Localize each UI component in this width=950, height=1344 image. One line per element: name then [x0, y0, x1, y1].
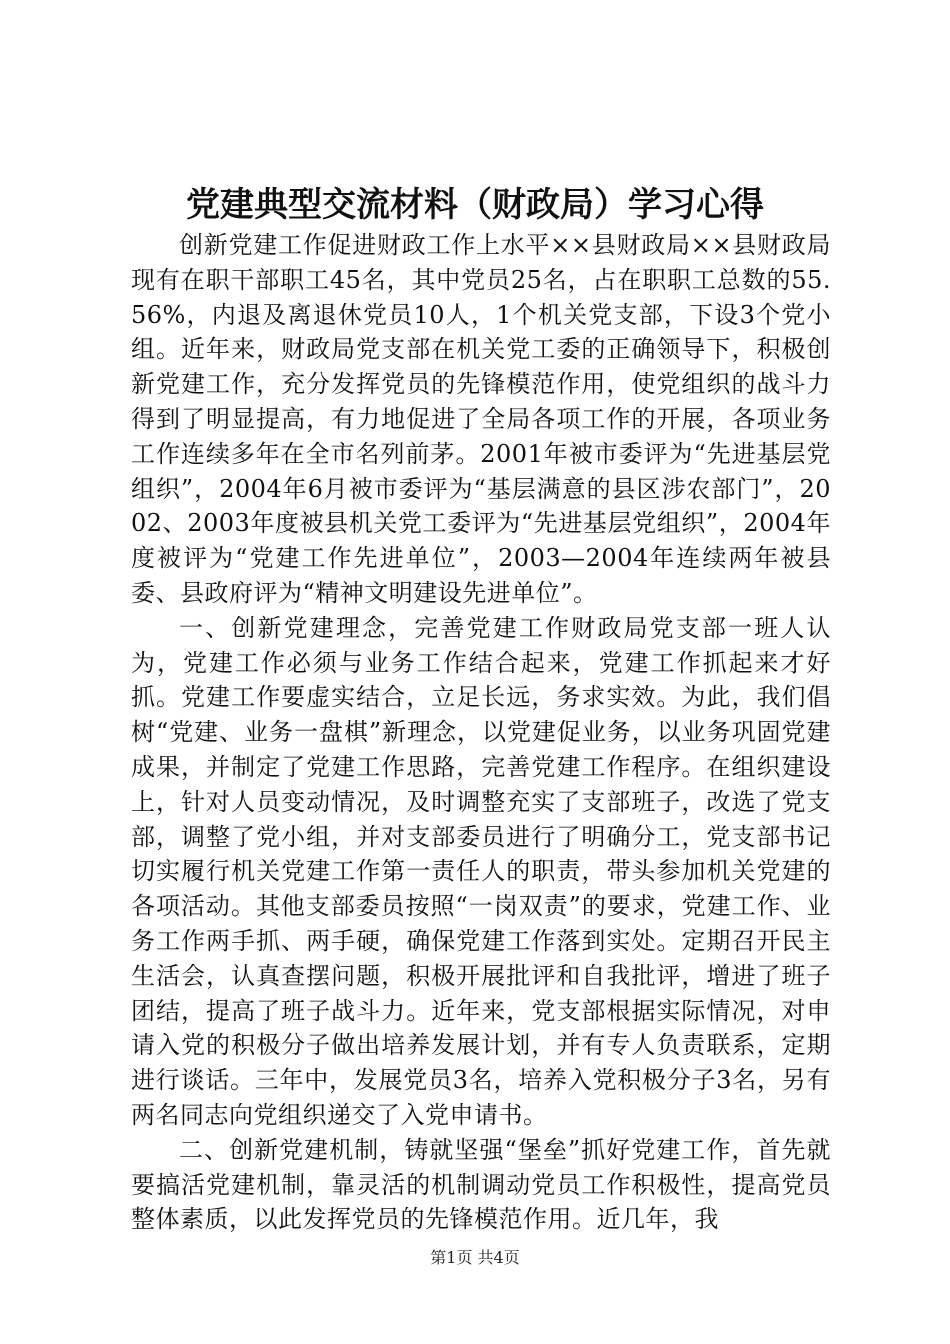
- paragraph-section-one: 一、创新党建理念，完善党建工作财政局党支部一班人认为，党建工作必须与业务工作结合起来，党建工作抓起来才好抓。党建工作要虚实结合，立足长远，务求实效。为此，我们倡树“党建、业务一盘棋”新理念，以党建促业务，以业务巩固党建成果，并制定了党建工作思路，完善党建工作程序。在组织建设上，针对人员变动情况，及时调整充实了支部班子，改选了党支部，调整了党小组，并对支部委员进行了明确分工，党支部书记切实履行机关党建工作第一责任人的职责，带头参加机关党建的各项活动。其他支部委员按照“一岗双责”的要求，党建工作、业务工作两手抓、两手硬，确保党建工作落到实处。定期召开民主生活会，认真查摆问题，积极开展批评和自我批评，增进了班子团结，提高了班子战斗力。近年来，党支部根据实际情况，对申请入党的积极分子做出培养发展计划，并有专人负责联系，定期进行谈话。三年中，发展党员3名，培养入党积极分子3名，另有两名同志向党组织递交了入党申请书。: [131, 613, 831, 1129]
- page-number-footer: 第1页 共4页: [430, 1248, 520, 1267]
- paragraph-intro: 创新党建工作促进财政工作上水平××县财政局××县财政局现有在职干部职工45名，其中党员25名，占在职职工总数的55.56%，内退及离退休党员10人，1个机关党支部，下设3个党小组。近年来，财政局党支部在机关党工委的正确领导下，积极创新党建工作，充分发挥党员的先锋模范作用，使党组织的战斗力得到了明显提高，有力地促进了全局各项工作的开展，各项业务工作连续多年在全市名列前茅。2001年被市委评为“先进基层党组织”，2004年6月被市委评为“基层满意的县区涉农部门”，2002、2003年度被县机关党工委评为“先进基层党组织”，2004年度被评为“党建工作先进单位”，2003—2004年连续两年被县委、县政府评为“精神文明建设先进单位”。: [131, 231, 831, 607]
- document-body: [131, 228, 831, 1237]
- document-title: 党建典型交流材料（财政局）学习心得: [186, 185, 764, 225]
- paragraph-section-two: 二、创新党建机制，铸就坚强“堡垒”抓好党建工作，首先就要搞活党建机制，靠灵活的机制调动党员工作积极性，提高党员整体素质，以此发挥党员的先锋模范作用。近几年，我: [131, 1135, 831, 1234]
